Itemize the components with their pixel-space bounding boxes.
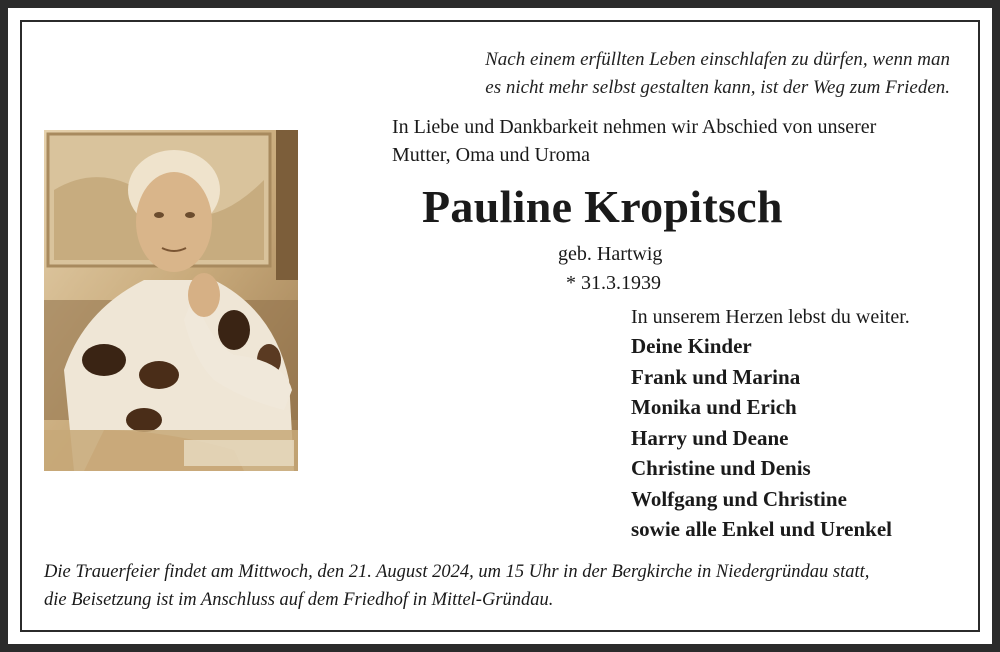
portrait-illustration — [44, 130, 298, 471]
deceased-name: Pauline Kropitsch — [422, 181, 783, 232]
quote-line-1: Nach einem erfüllten Leben einschlafen zu dürfen, wenn man — [485, 49, 950, 70]
maiden-name: geb. Hartwig — [558, 243, 663, 265]
ceremony-line-2: die Beisetzung ist im Anschluss auf dem Friedhof in Mittel-Gründau. — [44, 590, 554, 610]
intro-text — [392, 113, 952, 169]
mourner-line: Harry und Deane — [631, 425, 789, 450]
mourner-line: sowie alle Enkel und Urenkel — [631, 517, 892, 541]
mourner-line: Monika und Erich — [631, 395, 797, 419]
obituary-card — [8, 8, 992, 644]
mourner-line: Christine und Denis — [631, 456, 811, 480]
mourners-block — [631, 303, 910, 545]
quote-line-2: es nicht mehr selbst gestalten kann, ist der Weg zum Frieden. — [485, 77, 950, 98]
ceremony-line-1: Die Trauerfeier findet am Mittwoch, den 21. August 2024, um 15 Uhr in der Bergkirche in Niedergründau statt, — [44, 562, 870, 582]
mourners-motto: In unserem Herzen lebst du weiter. — [631, 306, 910, 328]
mourner-line: Frank und Marina — [631, 364, 801, 389]
quote — [485, 46, 950, 102]
mourner-line: Deine Kinder — [631, 334, 752, 358]
intro-line-1: In Liebe und Dankbarkeit nehmen wir Abschied von unserer — [392, 116, 877, 138]
intro-line-2: Mutter, Oma und Uroma — [392, 144, 591, 166]
birth-date: * 31.3.1939 — [566, 272, 661, 294]
mourner-line: Wolfgang und Christine — [631, 486, 847, 511]
ceremony-info — [44, 558, 974, 614]
portrait-photo — [44, 130, 298, 471]
